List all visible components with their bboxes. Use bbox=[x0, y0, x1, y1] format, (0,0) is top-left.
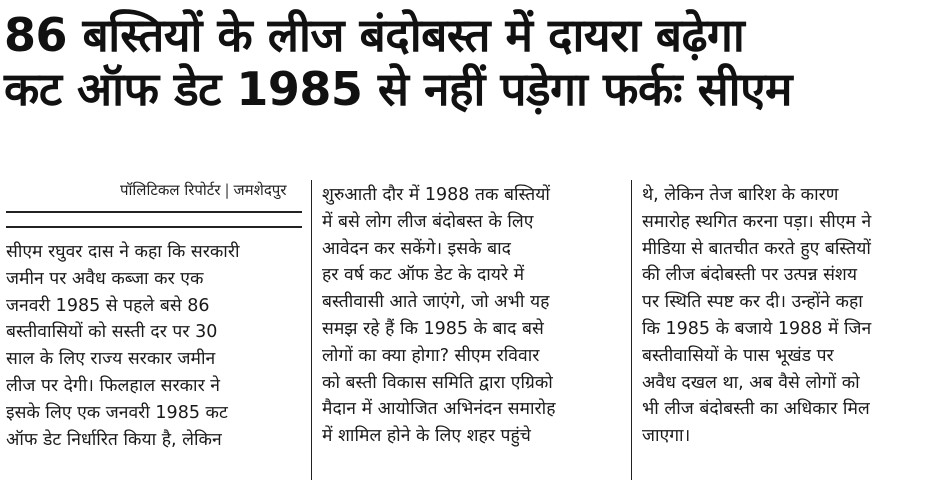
column-1-line: जनवरी 1985 से पहले बसे 86 bbox=[6, 295, 210, 316]
byline-rule-bottom bbox=[6, 226, 302, 228]
column-3-line: थे, लेकिन तेज बारिश के कारण bbox=[642, 185, 839, 205]
column-3-line: भी लीज बंदोबस्ती का अधिकार मिल bbox=[642, 399, 870, 420]
column-1-line: ऑफ डेट निर्धारित किया है, लेकिन bbox=[6, 429, 222, 450]
column-1-line: साल के लिए राज्य सरकार जमीन bbox=[6, 349, 216, 370]
column-1-line: बस्तीवासियों को सस्ती दर पर 30 bbox=[6, 322, 218, 343]
column-3-line: की लीज बंदोबस्ती पर उत्पन्न संशय bbox=[642, 265, 857, 286]
byline-reporter: पॉलिटिकल रिपोर्टर bbox=[120, 181, 221, 199]
byline-rule-top bbox=[6, 211, 302, 213]
column-2-line: हर वर्ष कट ऑफ डेट के दायरे में bbox=[322, 265, 525, 286]
column-1-line: लीज पर देगी। फिलहाल सरकार ने bbox=[6, 375, 221, 396]
headline bbox=[4, 8, 935, 116]
column-2-line: में शामिल होने के लिए शहर पहुंचे bbox=[322, 426, 531, 447]
column-3-line: कि 1985 के बजाये 1988 में जिन bbox=[642, 318, 872, 339]
column-3-line: अवैध दखल था, अब वैसे लोगों को bbox=[642, 372, 860, 393]
column-3-line: मीडिया से बातचीत करते हुए बस्तियों bbox=[642, 238, 871, 259]
column-2-line: लोगों का क्या होगा? सीएम रविवार bbox=[322, 345, 540, 366]
column-3-line: पर स्थिति स्पष्ट कर दी। उन्होंने कहा bbox=[642, 292, 863, 313]
byline-separator: | bbox=[224, 181, 230, 199]
column-2-line: मैदान में आयोजित अभिनंदन समारोह bbox=[322, 399, 556, 420]
column-2-line: आवेदन कर सकेंगे। इसके बाद bbox=[322, 238, 511, 259]
column-1-line: जमीन पर अवैध कब्जा कर एक bbox=[6, 268, 204, 289]
column-3-line: बस्तीवासियों के पास भूखंड पर bbox=[642, 345, 834, 366]
column-divider-1 bbox=[311, 180, 312, 480]
column-2-line: समझ रहे हैं कि 1985 के बाद बसे bbox=[322, 318, 544, 339]
column-2-line: बस्तीवासी आते जाएंगे, जो अभी यह bbox=[322, 292, 550, 313]
column-1-line: सीएम रघुवर दास ने कहा कि सरकारी bbox=[6, 242, 240, 262]
headline-line-2: कट ऑफ डेट 1985 से नहीं पड़ेगा फर्कः सीएम bbox=[4, 62, 793, 116]
column-3-line: जाएगा। bbox=[642, 426, 691, 447]
column-2-line: को बस्ती विकास समिति द्वारा एग्रिको bbox=[322, 372, 553, 393]
byline-city: जमशेदपुर bbox=[233, 181, 287, 199]
column-2-line: शुरुआती दौर में 1988 तक बस्तियों bbox=[322, 185, 550, 205]
byline bbox=[120, 180, 320, 200]
column-3-line: समारोह स्थगित करना पड़ा। सीएम ने bbox=[642, 211, 872, 232]
column-1-line: इसके लिए एक जनवरी 1985 कट bbox=[6, 402, 228, 423]
article-column-3 bbox=[642, 182, 936, 450]
headline-line-1: 86 बस्तियों के लीज बंदोबस्त में दायरा बढ़ेगा bbox=[4, 8, 745, 62]
article-column-2 bbox=[322, 182, 620, 450]
column-2-line: में बसे लोग लीज बंदोबस्त के लिए bbox=[322, 211, 534, 232]
column-divider-2 bbox=[631, 180, 632, 480]
article-column-1 bbox=[6, 239, 302, 453]
